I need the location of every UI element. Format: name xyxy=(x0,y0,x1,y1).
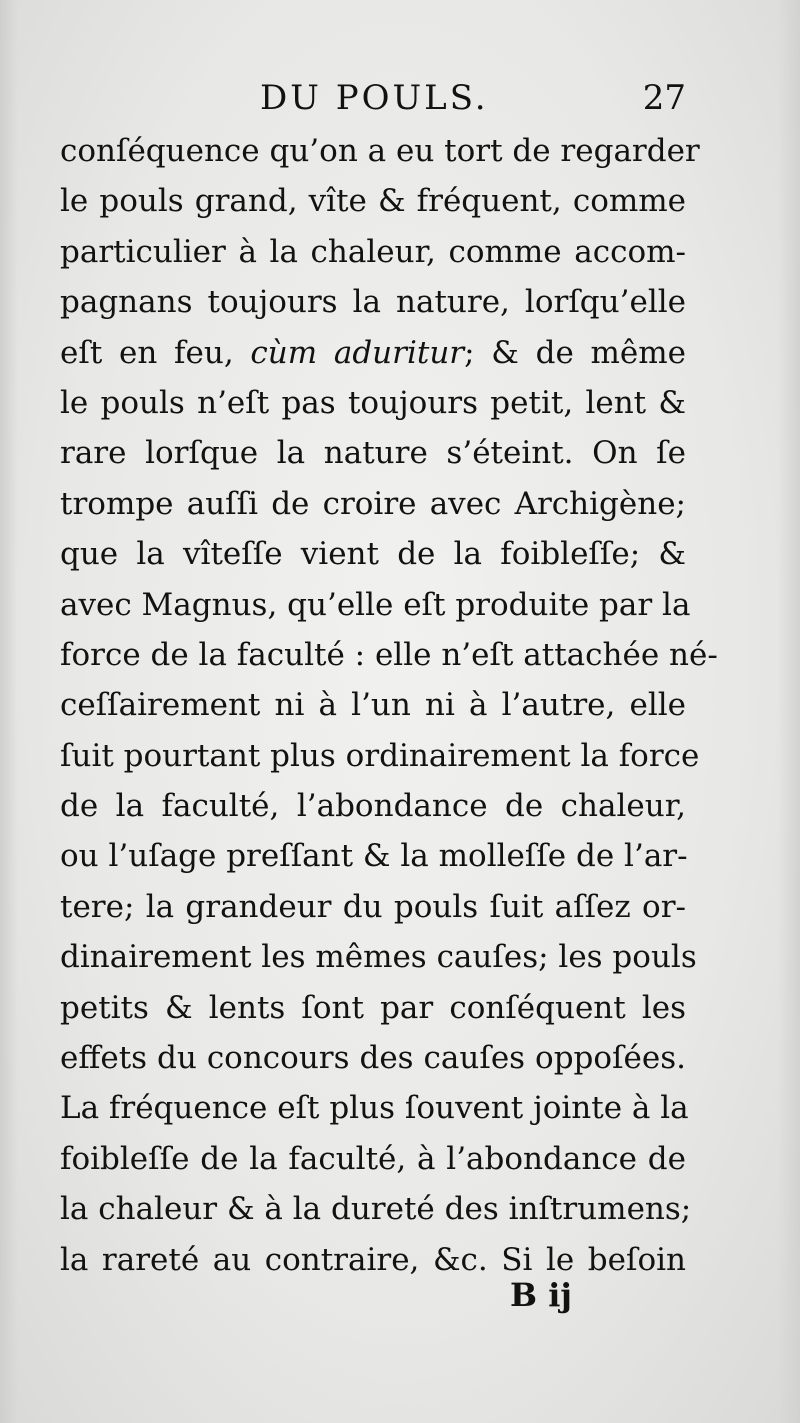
text-line: La fréquence eſt plus ſouvent jointe à la xyxy=(60,1090,689,1127)
text-line: ou l’uſage preſſant & la molleſſe de l’ar- xyxy=(60,838,688,875)
text-line: tere; la grandeur du pouls ſuit aſſez or- xyxy=(60,888,686,925)
text-line: force de la faculté : elle n’eſt attachée né- xyxy=(60,636,718,673)
text-line: dinairement les mêmes cauſes; les pouls xyxy=(60,939,697,976)
text-line: avec Magnus, qu’elle eſt produite par la xyxy=(60,586,691,623)
text-line: conſéquence qu’on a eu tort de regarder xyxy=(60,133,700,169)
text-line: effets du concours des cauſes oppoſées. xyxy=(60,1040,686,1077)
text-line: particulier à la chaleur, comme accom- xyxy=(60,233,686,270)
text-line-end: ; & de même xyxy=(464,334,687,371)
text-line: de la faculté, l’abondance de chaleur, xyxy=(60,788,686,825)
page-edge-shadow-right xyxy=(778,0,800,1423)
text-line: trompe auſſi de croire avec Archigène; xyxy=(60,485,686,522)
text-line: le pouls grand, vîte & fréquent, comme xyxy=(60,183,686,220)
latin-phrase: cùm aduritur xyxy=(250,334,465,371)
signature-mark: B ij xyxy=(510,1276,572,1314)
page-header xyxy=(60,76,686,122)
text-line: la rareté au contraire, &c. Si le beſoin xyxy=(60,1241,686,1278)
text-line xyxy=(60,328,686,378)
body-text xyxy=(60,126,718,1285)
text-line: foibleſſe de la faculté, à l’abondance de xyxy=(60,1140,686,1177)
text-line: pagnans toujours la nature, lorſqu’elle xyxy=(60,284,686,321)
page-edge-shadow-left xyxy=(0,0,18,1423)
text-line-start: eſt en feu, xyxy=(60,334,251,371)
text-line: la chaleur & à la dureté des inſtrumens; xyxy=(60,1191,692,1228)
text-line: petits & lents ſont par conſéquent les xyxy=(60,989,686,1026)
text-line: que la vîteſſe vient de la foibleſſe; & xyxy=(60,536,686,573)
text-line: le pouls n’eſt pas toujours petit, lent & xyxy=(60,384,686,421)
text-line: ceſſairement ni à l’un ni à l’autre, elle xyxy=(60,687,686,724)
text-line: rare lorſque la nature s’éteint. On ſe xyxy=(60,435,686,472)
page-number: 27 xyxy=(642,78,686,118)
running-title: DU POULS. xyxy=(260,78,489,118)
text-line: ſuit pourtant plus ordinairement la force xyxy=(60,737,700,774)
